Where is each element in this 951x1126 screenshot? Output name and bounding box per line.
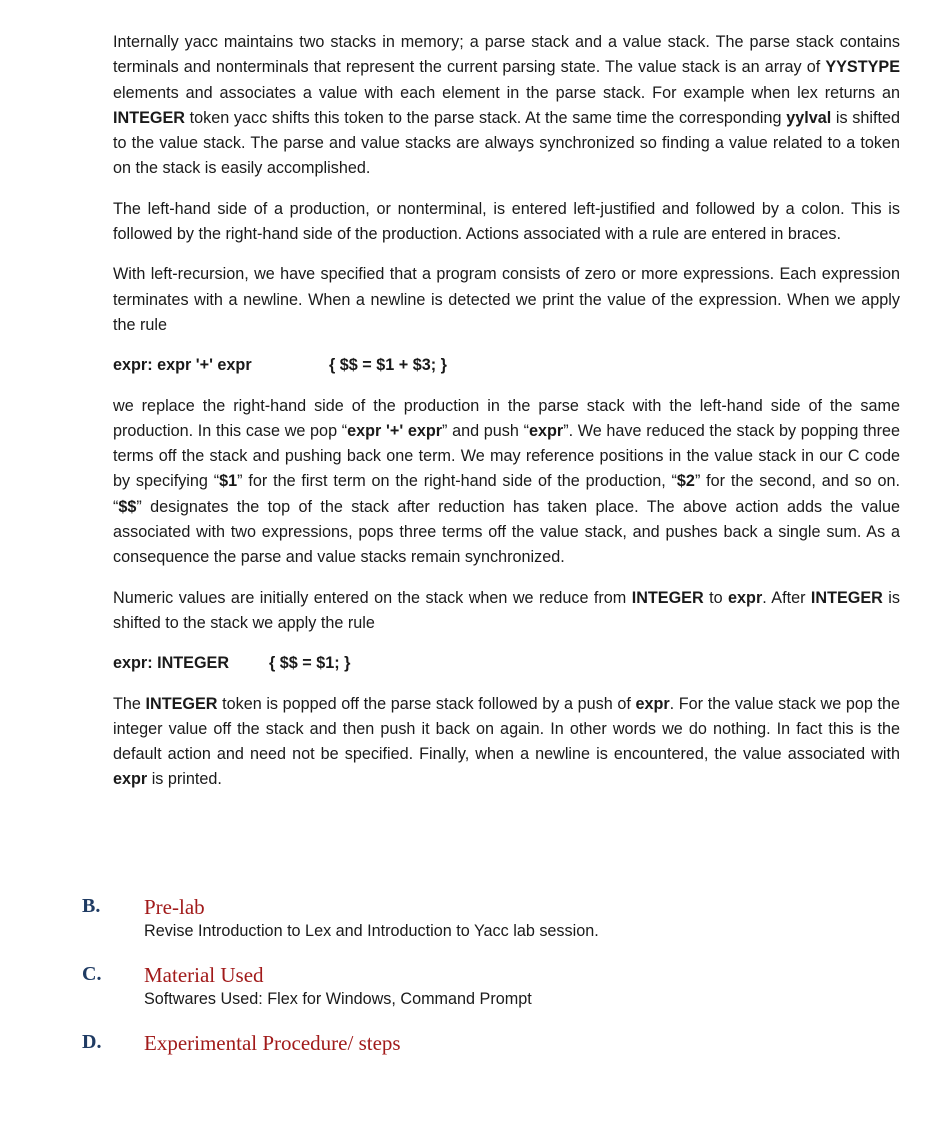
paragraph-left-recursion: With left-recursion, we have specified that a program consists of zero or more expressions. Each expression terminates with a newline. When a newline is detected we print the value of the expression. When we apply the rule <box>113 265 900 334</box>
document-body <box>113 30 900 808</box>
code-rule-lhs: expr: expr '+' expr <box>113 356 252 375</box>
code-rule-expr-integer <box>113 651 900 676</box>
section-title: Pre-lab <box>144 895 205 919</box>
section-letter: B. <box>82 895 101 917</box>
section-body: Softwares Used: Flex for Windows, Command Prompt <box>144 990 532 1008</box>
paragraph-stacks: Internally yacc maintains two stacks in memory; a parse stack and a value stack. The parse stack contains terminals and nonterminals that represent the current parsing state. The value stack is an array of YYSTYPE elements and associates a value with each element in the parse stack. For example when lex returns an INTEGER token yacc shifts this token to the parse stack. At the same time the corresponding yylval is shifted to the value stack. The parse and value stacks are always synchronized so finding a value related to a token on the stack is easily accomplished. <box>113 33 900 178</box>
paragraph-reduce: we replace the right-hand side of the production in the parse stack with the left-hand side of the same production. In this case we pop “expr '+' expr” and push “expr”. We have reduced the stack by popping three terms off the stack and pushing back one term. We may reference positions in the value stack in our C code by specifying “$1” for the first term on the right-hand side of the production, “$2” for the second, and so on. “$$” designates the top of the stack after reduction has taken place. The above action adds the value associated with two expressions, pops three terms off the value stack, and pushes back a single sum. As a consequence the parse and value stacks remain synchronized. <box>113 396 900 567</box>
paragraph-integer-token: The INTEGER token is popped off the parse stack followed by a push of expr. For the value stack we pop the integer value off the stack and then push it back on again. In other words we do nothing. In fact this is the default action and need not be specified. Finally, when a newline is encountered, the value associated with expr is printed. <box>113 694 900 789</box>
section-letter: D. <box>82 1031 102 1053</box>
paragraph-production: The left-hand side of a production, or nonterminal, is entered left-justified and followed by a colon. This is followed by the right-hand side of the production. Actions associated with a rule are entered in braces. <box>113 199 900 244</box>
section-letter: C. <box>82 963 102 985</box>
code-rule-expr-plus <box>113 353 900 378</box>
paragraph-numeric-values: Numeric values are initially entered on the stack when we reduce from INTEGER to expr. After INTEGER is shifted to the stack we apply the rule <box>113 588 901 632</box>
code-rule-lhs: expr: INTEGER <box>113 654 230 673</box>
section-title: Experimental Procedure/ steps <box>144 1031 401 1055</box>
section-title: Material Used <box>144 963 264 987</box>
section-body: Revise Introduction to Lex and Introduction to Yacc lab session. <box>144 922 599 940</box>
code-rule-action: { $$ = $1 + $3; } <box>329 356 447 375</box>
code-rule-action: { $$ = $1; } <box>269 654 351 673</box>
